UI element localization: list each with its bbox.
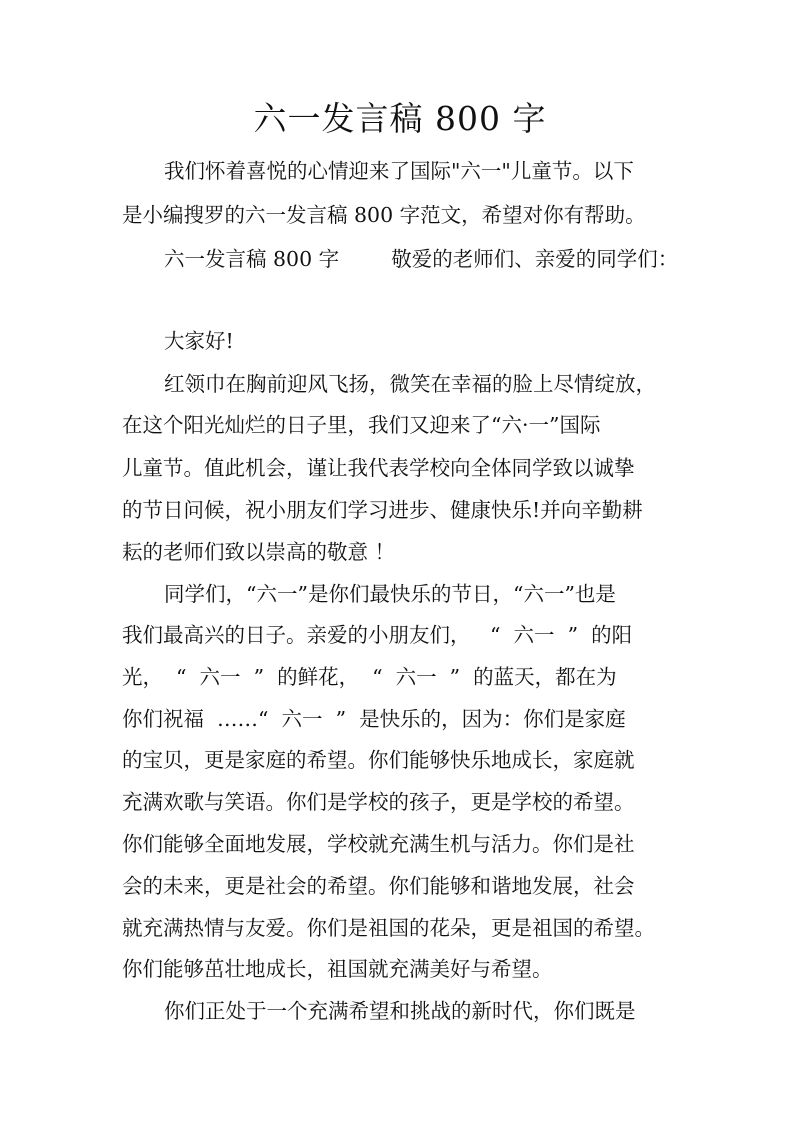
paragraph-line: 你们能够茁壮地成长，祖国就充满美好与希望。 (122, 957, 553, 981)
paragraph-line: 你们能够全面地发展，学校就充满生机与活力。你们是社 (122, 832, 635, 856)
paragraph-line: 光， “ 六一 ” 的鲜花， “ 六一 ” 的蓝天，都在为 (122, 665, 617, 689)
paragraph-line: 你们祝福 ……“ 六一 ” 是快乐的，因为：你们是家庭 (122, 707, 626, 731)
paragraph-line: 的宝贝，更是家庭的希望。你们能够快乐地成长，家庭就 (122, 748, 635, 772)
paragraph-line: 我们最高兴的日子。亲爱的小朋友们， “ 六一 ” 的阳 (122, 623, 633, 647)
paragraph-line: 大家好! (164, 329, 234, 353)
paragraph-line: 会的未来，更是社会的希望。你们能够和谐地发展，社会 (122, 874, 635, 898)
paragraph-line: 我们怀着喜悦的心情迎来了国际"六一"儿童节。以下 (164, 159, 634, 183)
paragraph-line: 儿童节。值此机会，谨让我代表学校向全体同学致以诚挚 (122, 456, 635, 480)
paragraph-line: 在这个阳光灿烂的日子里，我们又迎来了“六·一”国际 (122, 413, 601, 437)
paragraph-line: 是小编搜罗的六一发言稿 800 字范文，希望对你有帮助。 (122, 203, 646, 227)
paragraph-line: 红领巾在胸前迎风飞扬，微笑在幸福的脸上尽情绽放， (164, 372, 656, 396)
paragraph-line: 同学们，“六一”是你们最快乐的节日，“六一”也是 (164, 582, 616, 606)
paragraph-line: 的节日问候，祝小朋友们学习进步、健康快乐!并向辛勤耕 (122, 498, 643, 522)
paragraph-line: 充满欢歌与笑语。你们是学校的孩子，更是学校的希望。 (122, 790, 635, 814)
paragraph-line: 就充满热情与友爱。你们是祖国的花朵，更是祖国的希望。 (122, 916, 655, 940)
paragraph-line: 六一发言稿 800 字 敬爱的老师们、亲爱的同学们： (164, 247, 679, 271)
paragraph-line: 耘的老师们致以崇高的敬意 ！ (122, 540, 396, 564)
paragraph-line: 你们正处于一个充满希望和挑战的新时代，你们既是 (164, 999, 636, 1023)
document-title: 六一发言稿 800 字 (253, 99, 547, 138)
